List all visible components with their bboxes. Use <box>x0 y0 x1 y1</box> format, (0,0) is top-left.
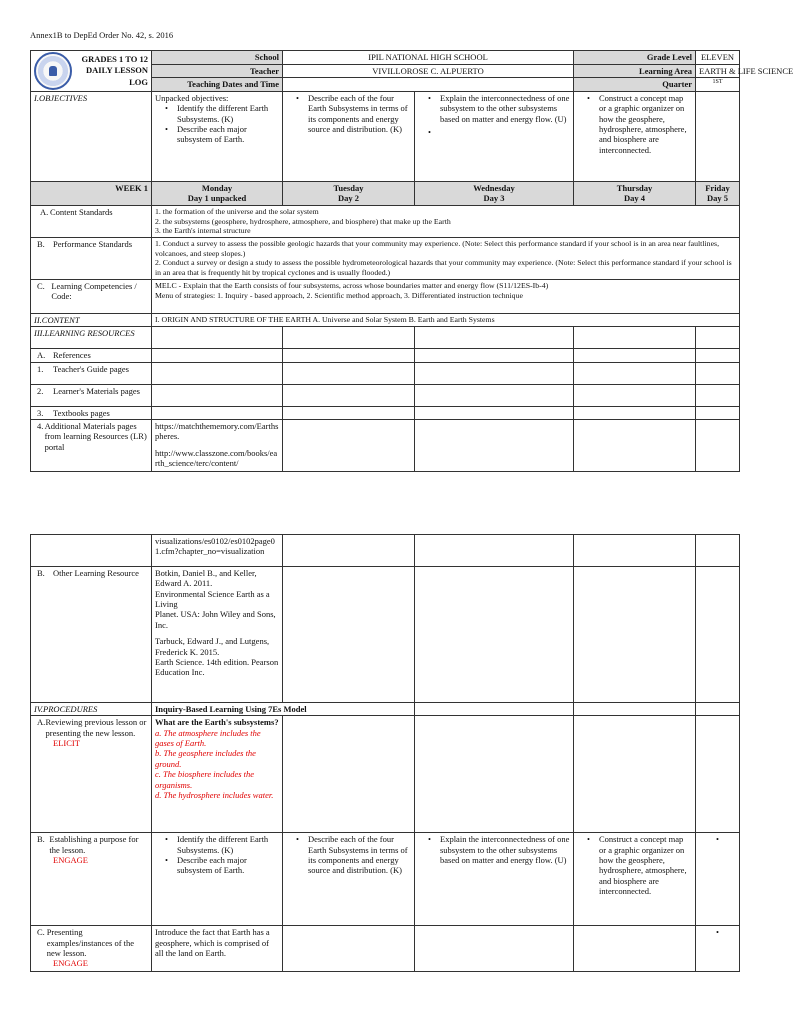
textbooks-label: 3. Textbooks pages <box>31 406 152 419</box>
log-title-line2: DAILY LESSON <box>86 65 148 76</box>
teacher-label: Teacher <box>152 64 283 78</box>
procedure-b-label: B. Establishing a purpose for the lesson. ENGAGE <box>31 833 152 926</box>
engage-tag: ENGAGE <box>53 958 88 969</box>
day-header-wednesday: Wednesday Day 3 <box>415 182 574 206</box>
grade-level-label: Grade Level <box>574 51 696 65</box>
competencies-text: MELC - Explain that the Earth consists of four subsystems, across whose boundaries matter and energy flow (S11/12ES-Ib-4) Menu of strategies: 1. Inquiry - based approach, 2. Scientific method approach, 3. Differentiated instruction technique <box>152 280 740 314</box>
procedure-a-day1: What are the Earth's subsystems? a. The atmosphere includes the gases of Earth. b. The geosphere includes the ground. c. The biosphere includes the organisms. d. The hydrosphere includes water. <box>152 716 283 833</box>
additional-materials-label: 4. Additional Materials pages from learning Resources (LR) portal <box>31 420 152 472</box>
day-header-thursday: Thursday Day 4 <box>574 182 696 206</box>
procedure-b-day3: • Explain the interconnectedness of one subsystem to the other subsystems based on matter and energy flow. (U) <box>415 833 574 926</box>
objective-item: • Explain the interconnectedness of one subsystem to the other subsystems based on matter and energy flow. (U) <box>418 93 570 124</box>
competencies-label: C. Learning Competencies / Code: <box>31 280 152 314</box>
teachers-guide-label: 1. Teacher's Guide pages <box>31 362 152 384</box>
elicit-tag: ELICIT <box>53 738 80 749</box>
other-resources-label: B. Other Learning Resource <box>31 567 152 703</box>
references-label: A. References <box>31 349 152 362</box>
week-label: WEEK 1 <box>31 182 152 206</box>
additional-materials-day1-cont[interactable]: visualizations/es0102/es0102page01.cfm?chapter_no=visualization <box>152 535 283 567</box>
log-title-line1: GRADES 1 TO 12 <box>81 53 148 64</box>
procedure-c-day1: Introduce the fact that Earth has a geosphere, which is comprised of all the land on Earth. <box>152 926 283 972</box>
school-label: School <box>152 51 283 65</box>
resource-link[interactable]: http://www.classzone.com/books/earth_science/terc/content/ <box>155 447 278 469</box>
content-text: I. ORIGIN AND STRUCTURE OF THE EARTH A. Universe and Solar System B. Earth and Earth Systems <box>152 314 740 327</box>
procedure-b-day2: • Describe each of the four Earth Subsystems in terms of its components and energy source and distribution. (K) <box>283 833 415 926</box>
additional-materials-day1 <box>152 420 283 472</box>
teacher-value: VIVILLOROSE C. ALPUERTO <box>283 64 574 78</box>
content-label: II.CONTENT <box>31 314 152 327</box>
teaching-dates-value <box>283 78 574 92</box>
other-resources-day1: Botkin, Daniel B., and Keller, Edward A. 2011. Environmental Science Earth as a Living Planet. USA: John Wiley and Sons, Inc. Tarbuck, Edward J., and Lutgens, Frederick K. 2015. Earth Science. 14th edition. Pearson Education Inc. <box>152 567 283 703</box>
learning-resources-label: III.LEARNING RESOURCES <box>31 327 152 349</box>
learners-materials-label: 2. Learner's Materials pages <box>31 384 152 406</box>
grade-level-value: ELEVEN <box>696 51 740 65</box>
log-title-cell <box>31 51 152 92</box>
annex-reference: Annex1B to DepEd Order No. 42, s. 2016 <box>30 30 174 40</box>
daily-lesson-log-table-page2 <box>30 534 740 972</box>
daily-lesson-log-table-page1 <box>30 50 793 472</box>
teaching-dates-label: Teaching Dates and Time <box>152 78 283 92</box>
school-value: IPIL NATIONAL HIGH SCHOOL <box>283 51 574 65</box>
objectives-intro: Unpacked objectives: <box>155 93 229 103</box>
learning-area-value: EARTH & LIFE SCIENCE <box>696 64 740 78</box>
day-header-friday: Friday Day 5 <box>696 182 740 206</box>
day-header-monday: Monday Day 1 unpacked <box>152 182 283 206</box>
objectives-day4 <box>574 92 696 182</box>
objective-item: • Construct a concept map or a graphic organizer on how the geosphere, hydrosphere, atmosphere, and biosphere are interconnected. <box>577 93 692 155</box>
performance-standards-label: B. Performance Standards <box>31 238 152 280</box>
objective-item: • Describe each major subsystem of Earth. <box>155 124 279 145</box>
procedure-a-label: A. Reviewing previous lesson or presenting the new lesson. ELICIT <box>31 716 152 833</box>
procedure-c-label: C. Presenting examples/instances of the new lesson. ENGAGE <box>31 926 152 972</box>
log-title-line3: LOG <box>129 76 148 87</box>
content-standards-label: A. Content Standards <box>31 206 152 238</box>
objective-item: • Identify the different Earth Subsystems. (K) <box>155 103 279 124</box>
day-header-tuesday: Tuesday Day 2 <box>283 182 415 206</box>
objectives-label: I.OBJECTIVES <box>31 92 152 182</box>
performance-standards-text: 1. Conduct a survey to assess the possible geologic hazards that your community may experience. (Note: Select this performance standard if your school is in an area near faultlines, volcanoes, and steep slopes.) 2. Conduct a survey or design a study to assess the possible hydrometeorological hazards that your community may experience. (Note: Select this performance standard if your school is in an area that is frequently hit by tropical cyclones and is usually flooded.) <box>152 238 740 280</box>
objectives-day3 <box>415 92 574 182</box>
procedures-model: Inquiry-Based Learning Using 7Es Model <box>152 703 415 716</box>
quarter-value: 1ST <box>696 78 740 92</box>
objectives-day1 <box>152 92 283 182</box>
objectives-day2 <box>283 92 415 182</box>
engage-tag: ENGAGE <box>53 855 88 866</box>
objectives-day5 <box>696 92 740 182</box>
procedure-b-day5: • <box>696 833 740 926</box>
resource-link[interactable]: https://matchthememory.com/Earthspheres. <box>155 421 279 442</box>
learning-area-label: Learning Area <box>574 64 696 78</box>
procedures-label: IV.PROCEDURES <box>31 703 152 716</box>
quarter-label: Quarter <box>574 78 696 92</box>
procedure-c-day5: • <box>696 926 740 972</box>
deped-seal-icon <box>34 52 72 90</box>
content-standards-text: 1. the formation of the universe and the solar system 2. the subsystems (geosphere, hydrosphere, atmosphere, and biosphere) that make up the Earth 3. the Earth's internal structure <box>152 206 740 238</box>
procedure-b-day4: • Construct a concept map or a graphic organizer on how the geosphere, hydrosphere, atmosphere, and biosphere are interconnected. <box>574 833 696 926</box>
objective-item: • Describe each of the four Earth Subsystems in terms of its components and energy source and distribution. (K) <box>286 93 411 134</box>
procedure-b-day1: • Identify the different Earth Subsystems. (K) • Describe each major subsystem of Earth. <box>152 833 283 926</box>
